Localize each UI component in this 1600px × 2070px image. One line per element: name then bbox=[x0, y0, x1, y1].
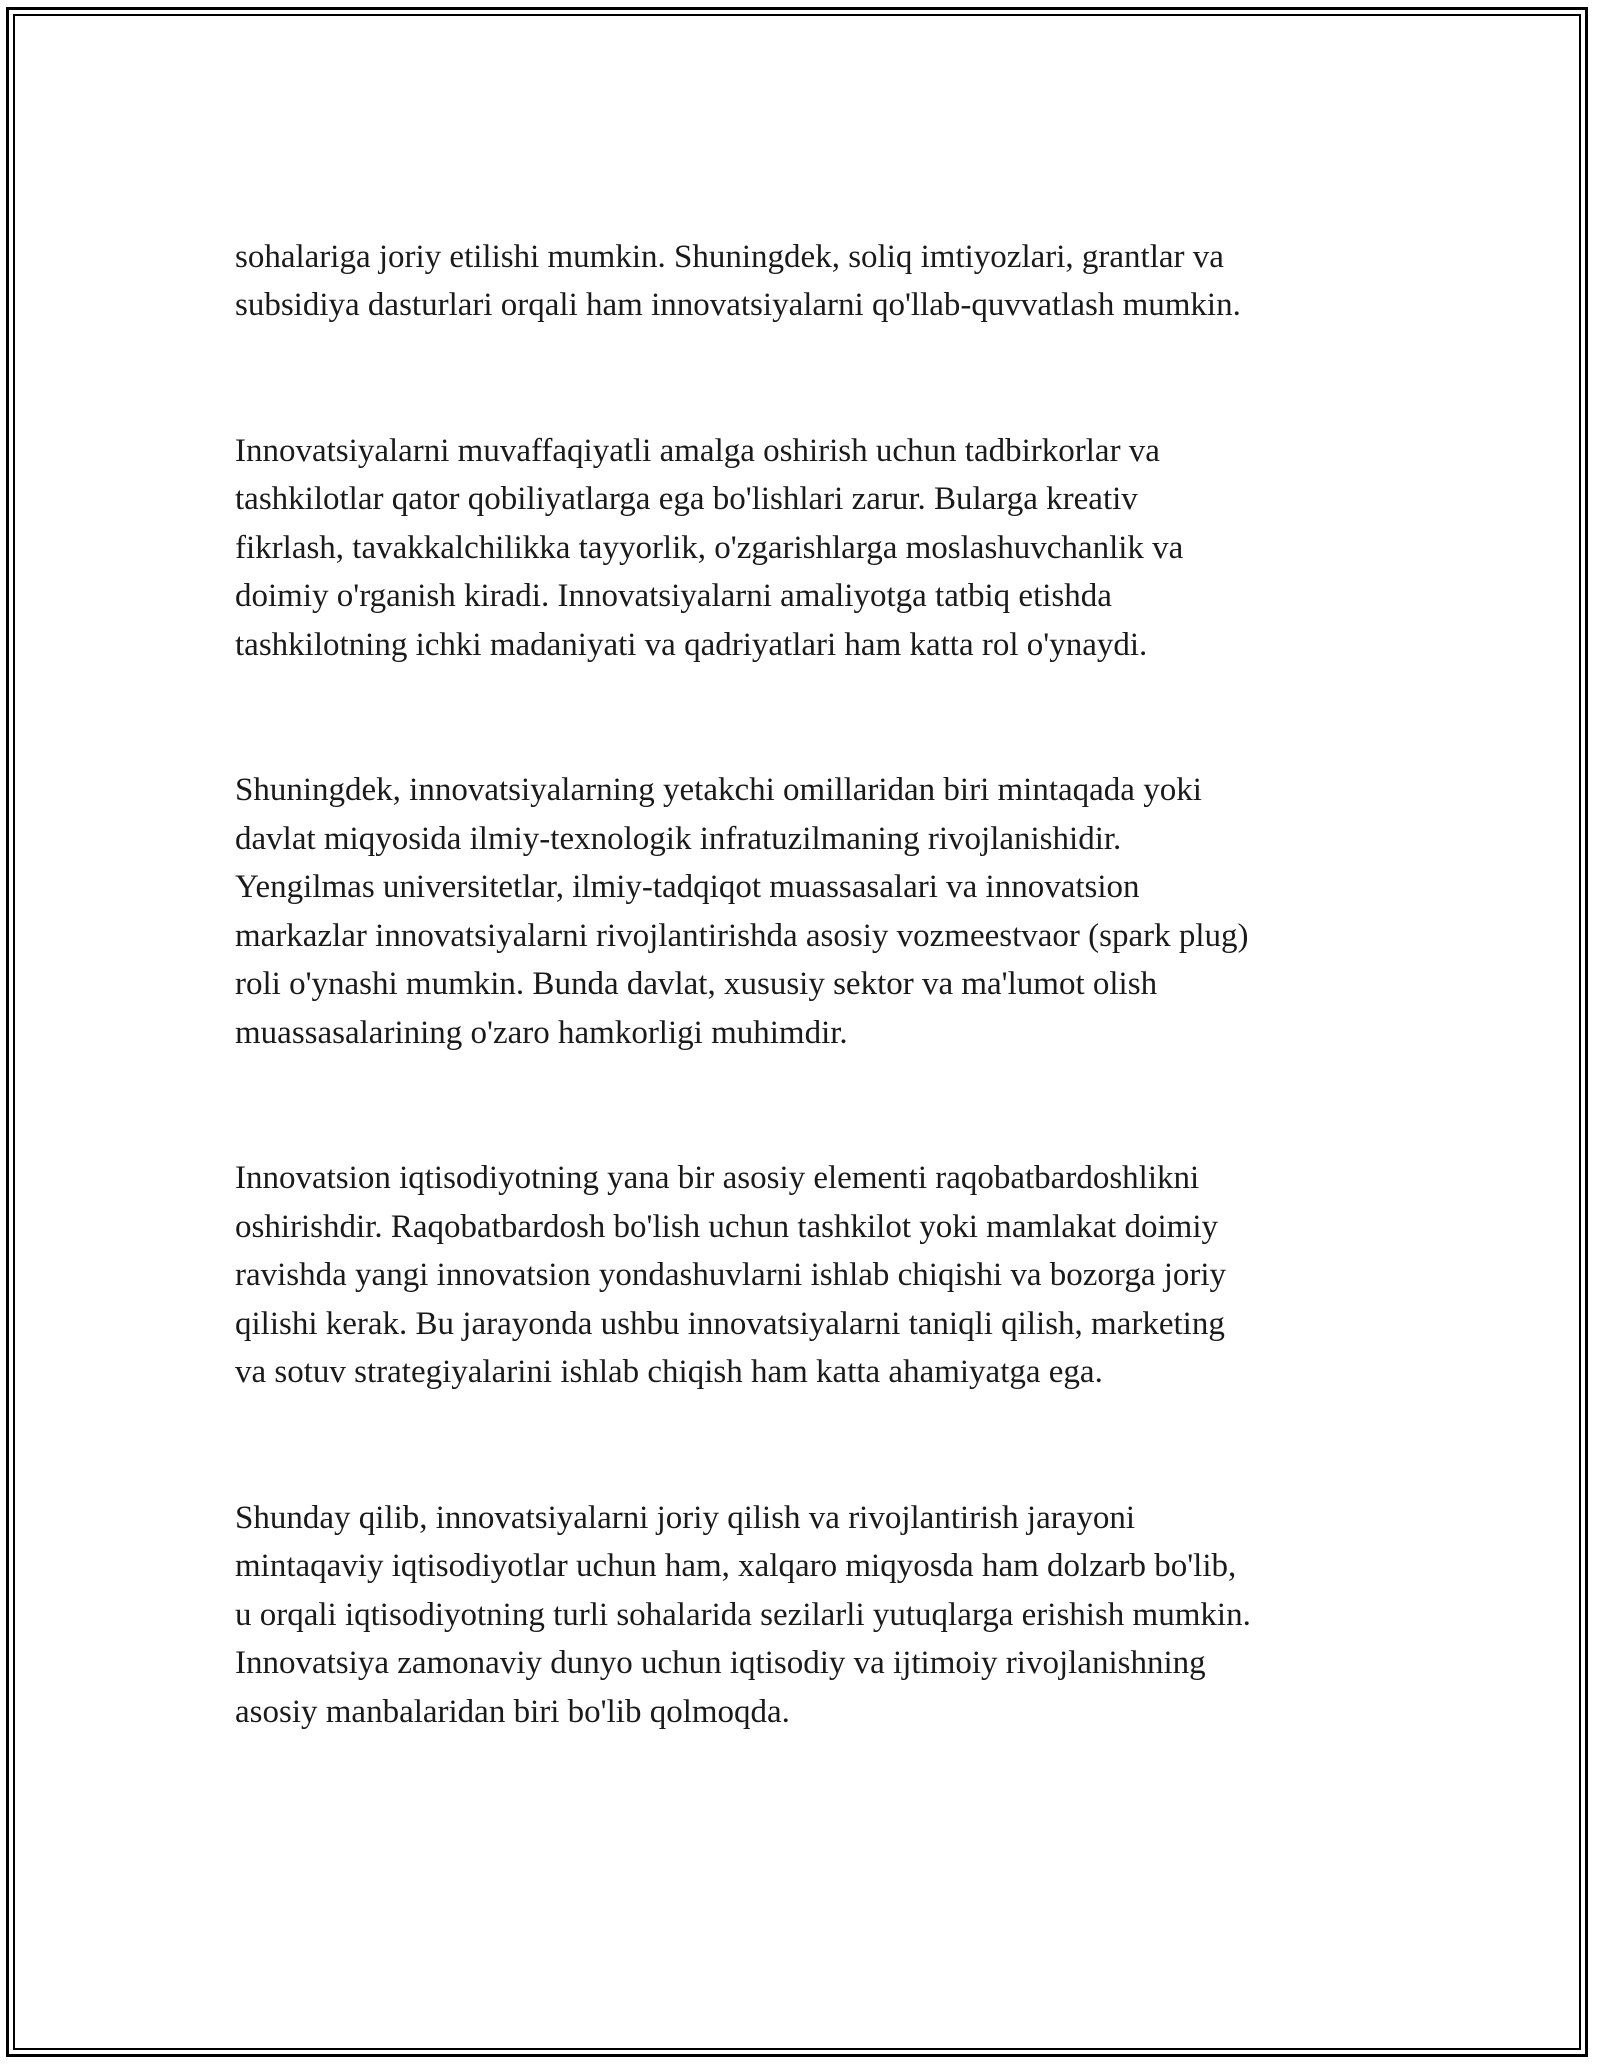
paragraph-5: Shunday qilib, innovatsiyalarni joriy qilish va rivojlantirish jarayoni mintaqaviy iqtisodiyotlar uchun ham, xalqaro miqyosda ham dolzarb bo'lib, u orqali iqtisodiyotning turli sohalarida sezilarli yutuqlarga erishish mumkin. Innovatsiya zamonaviy dunyo uchun iqtisodiy va ijtimoiy rivojlanishning asosiy manbalaridan biri bo'lib qolmoqda. bbox=[235, 1499, 1251, 1730]
paragraph-1: sohalariga joriy etilishi mumkin. Shuningdek, soliq imtiyozlari, grantlar va subsidiya dasturlari orqali ham innovatsiyalarni qo'llab-quvvatlash mumkin. bbox=[235, 238, 1241, 323]
document-body bbox=[235, 184, 1375, 1833]
paragraph-3: Shuningdek, innovatsiyalarning yetakchi omillaridan biri mintaqada yoki davlat miqyosida ilmiy-texnologik infratuzilmaning rivojlanishidir. Yengilmas universitetlar, ilmiy-tadqiqot muassasalari va innovatsion markazlar innovatsiyalarni rivojlantirishda asosiy vozmeestvaor (spark plug) roli o'ynashi mumkin. Bunda davlat, xususiy sektor va ma'lumot olish muassasalarining o'zaro hamkorligi muhimdir. bbox=[235, 772, 1249, 1051]
paragraph-2: Innovatsiyalarni muvaffaqiyatli amalga oshirish uchun tadbirkorlar va tashkilotlar qator qobiliyatlarga ega bo'lishlari zarur. Bularga kreativ fikrlash, tavakkalchilikka tayyorlik, o'zgarishlarga moslashuvchanlik va doimiy o'rganish kiradi. Innovatsiyalarni amaliyotga tatbiq etishda tashkilotning ichki madaniyati va qadriyatlari ham katta rol o'ynaydi. bbox=[235, 432, 1184, 663]
paragraph-4: Innovatsion iqtisodiyotning yana bir asosiy elementi raqobatbardoshlikni oshirishdir. Raqobatbardosh bo'lish uchun tashkilot yoki mamlakat doimiy ravishda yangi innovatsion yondashuvlarni ishlab chiqishi va bozorga joriy qilishi kerak. Bu jarayonda ushbu innovatsiyalarni taniqli qilish, marketing va sotuv strategiyalarini ishlab chiqish ham katta ahamiyatga ega. bbox=[235, 1160, 1227, 1390]
